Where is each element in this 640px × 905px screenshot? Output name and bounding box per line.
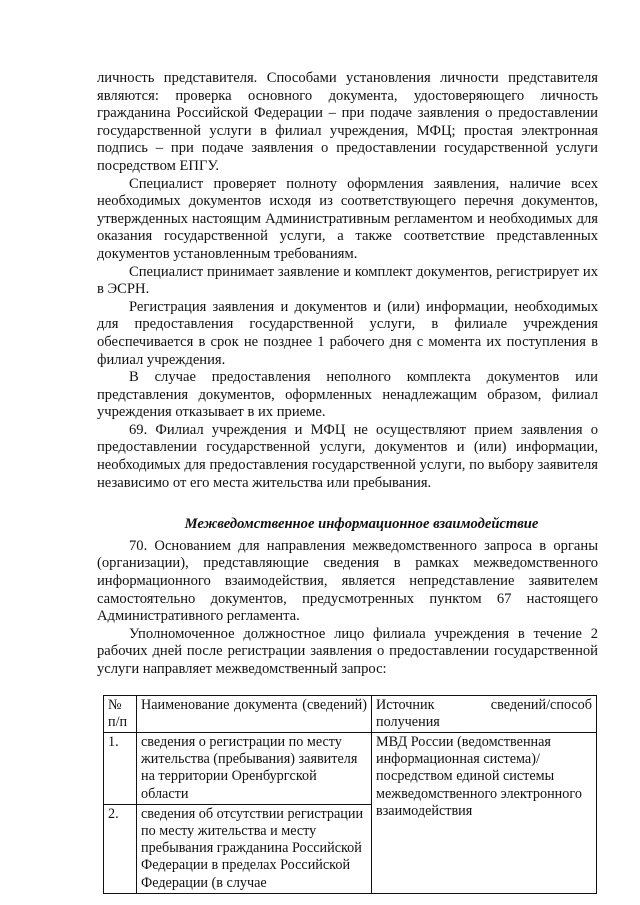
interagency-table [103,695,597,894]
paragraph-refusal: В случае предоставления неполного комплекта документов или представления документов, оформленных ненадлежащим образом, филиал учреждения отказывает в их приеме. [97,369,598,421]
row-number: 2. [104,804,137,893]
row-document-name-text: сведения об отсутствии регистрации по месту жительства и месту пребывания гражданина Российской Федерации в пределах Российской Федерации (в случае [141,805,364,891]
paragraph-registration-term: Регистрация заявления и документов и (или) информации, необходимых для предоставления государственной услуги, в филиале учреждения обеспечивается в срок не позднее 1 рабочего дня с момента их поступления в филиал учреждения. [97,298,598,368]
paragraph-69: 69. Филиал учреждения и МФЦ не осуществляют прием заявления о предоставлении государственной услуги, документов и (или) информации, необходимых для предоставления государственной услуги, по выбору заявителя независимо от его места жительства или пребывания. [97,421,598,491]
table-header-row [104,695,597,732]
row-document-name [137,804,372,893]
paragraph-completeness-check: Специалист проверяет полноту оформления заявления, наличие всех необходимых документов исходя из соответствующего перечня документов, утвержденных настоящим Административным регламентом и необходимых для оказания государственной услуги, а также соответствие представленных документов установленным требованиям. [97,175,598,262]
row-document-name: сведения о регистрации по месту жительства (пребывания) заявителя на территории Оренбургской области [137,733,372,805]
table-row [104,733,597,805]
paragraph-70: 70. Основанием для направления межведомственного запроса в органы (организации), представляющие сведения в рамках межведомственного информационного взаимодействия, является непредставление заявителем самостоятельно документов, предусмотренных пунктом 67 настоящего Административного регламента. [97,537,598,625]
paragraph-request: Уполномоченное должностное лицо филиала учреждения в течение 2 рабочих дней после регистрации заявления о предоставлении государственной услуги направляет межведомственный запрос: [97,625,598,677]
header-document: Наименование документа (сведений) [137,695,372,732]
row-number: 1. [104,733,137,805]
header-source: Источник сведений/способ получения [372,695,597,732]
paragraph-registration-esrn: Специалист принимает заявление и комплект документов, регистрирует их в ЭСРН. [97,263,598,298]
header-number: № п/п [104,695,137,732]
section-heading: Межведомственное информационное взаимодействие [184,516,539,533]
paragraph-continuation: личность представителя. Способами установления личности представителя являются: проверка основного документа, удостоверяющего личность гражданина Российской Федерации – при подаче заявления о предоставлении государственной услуги в филиал учреждения, МФЦ; простая электронная подпись – при подаче заявления о предоставлении государственной услуги посредством ЕПГУ. [97,70,598,174]
row-source: МВД России (ведомственная информационная система)/ посредством единой системы межведомственного электронного взаимодействия [372,733,597,894]
